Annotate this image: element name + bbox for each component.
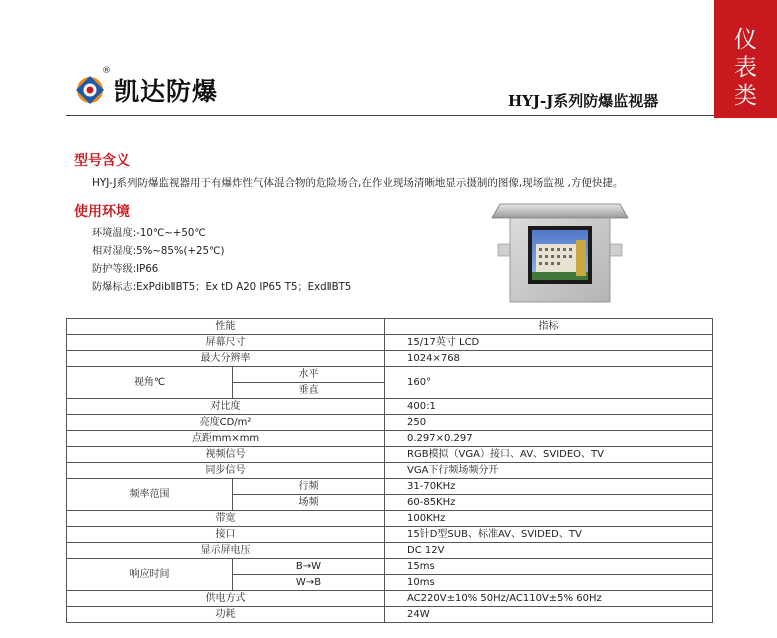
category-tab	[714, 0, 777, 118]
table-row	[67, 591, 713, 607]
row-value: 160°	[385, 367, 713, 399]
row-label: 接口	[67, 527, 385, 543]
table-row	[67, 351, 713, 367]
env-item: 相对湿度:5%~85%(+25℃)	[92, 246, 225, 257]
row-value: 250	[385, 415, 713, 431]
table-row	[67, 543, 713, 559]
row-label: 功耗	[67, 607, 385, 623]
table-row	[67, 607, 713, 623]
table-row	[67, 463, 713, 479]
row-value: 60-85KHz	[385, 495, 713, 511]
row-value: 100KHz	[385, 511, 713, 527]
row-value: 400:1	[385, 399, 713, 415]
table-header-row	[67, 319, 713, 335]
row-value: RGB模拟（VGA）接口、AV、SVIDEO、TV	[385, 447, 713, 463]
env-item: 环境温度:-10℃~+50℃	[92, 228, 206, 239]
table-row	[67, 527, 713, 543]
specs-table	[66, 318, 713, 623]
row-value: 1024×768	[385, 351, 713, 367]
category-char-2: 表	[734, 55, 757, 81]
row-label: 带宽	[67, 511, 385, 527]
model-section-title: 型号含义	[74, 153, 130, 169]
table-row	[67, 559, 713, 575]
row-value: AC220V±10% 50Hz/AC110V±5% 60Hz	[385, 591, 713, 607]
row-label: 供电方式	[67, 591, 385, 607]
env-section-title: 使用环境	[74, 204, 130, 220]
table-row	[67, 415, 713, 431]
table-row	[67, 447, 713, 463]
monitor-product-image	[490, 200, 630, 305]
row-sublabel: 场频	[233, 495, 385, 511]
table-row	[67, 511, 713, 527]
env-list	[92, 225, 351, 297]
series-title: HYJ-J系列防爆监视器	[508, 92, 659, 110]
row-value: 0.297×0.297	[385, 431, 713, 447]
row-label: 频率范围	[67, 479, 233, 511]
brand-logo	[72, 66, 219, 108]
table-row	[67, 335, 713, 351]
env-item: 防护等级:IP66	[92, 264, 159, 275]
registered-mark: ®	[102, 66, 111, 76]
category-char-1: 仪	[734, 27, 757, 53]
row-label: 同步信号	[67, 463, 385, 479]
row-sublabel: 行频	[233, 479, 385, 495]
row-sublabel: 水平	[233, 367, 385, 383]
row-label: 响应时间	[67, 559, 233, 591]
row-value: 15针D型SUB、标准AV、SVIDED、TV	[385, 527, 713, 543]
row-value: 24W	[385, 607, 713, 623]
brand-name: 凯达防爆	[114, 77, 219, 106]
table-row	[67, 399, 713, 415]
model-description: HYJ-J系列防爆监视器用于有爆炸性气体混合物的危险场合,在作业现场清晰地显示摄制的图像,现场监视 ,方便快捷。	[92, 177, 624, 189]
row-label: 亮度CD/m²	[67, 415, 385, 431]
row-value: 15/17英寸 LCD	[385, 335, 713, 351]
row-label: 视角℃	[67, 367, 233, 399]
table-row	[67, 367, 713, 383]
row-value: 15ms	[385, 559, 713, 575]
env-item: 防爆标志:ExPdibⅡBT5；Ex tD A20 IP65 T5；ExdⅡBT5	[92, 282, 352, 293]
row-value: 10ms	[385, 575, 713, 591]
row-value: DC 12V	[385, 543, 713, 559]
row-label: 点距mm×mm	[67, 431, 385, 447]
row-sublabel: 垂直	[233, 383, 385, 399]
row-label: 屏幕尺寸	[67, 335, 385, 351]
row-sublabel: B→W	[233, 559, 385, 575]
row-label: 显示屏电压	[67, 543, 385, 559]
row-value: 31-70KHz	[385, 479, 713, 495]
table-row	[67, 479, 713, 495]
header-spec: 指标	[385, 319, 713, 335]
logo-mark-icon	[72, 66, 111, 108]
category-char-3: 类	[734, 83, 757, 109]
row-sublabel: W→B	[233, 575, 385, 591]
header-divider	[66, 115, 714, 116]
table-row	[67, 431, 713, 447]
row-value: VGA下行频场频分开	[385, 463, 713, 479]
header-feature: 性能	[67, 319, 385, 335]
row-label: 视频信号	[67, 447, 385, 463]
row-label: 对比度	[67, 399, 385, 415]
row-label: 最大分辨率	[67, 351, 385, 367]
